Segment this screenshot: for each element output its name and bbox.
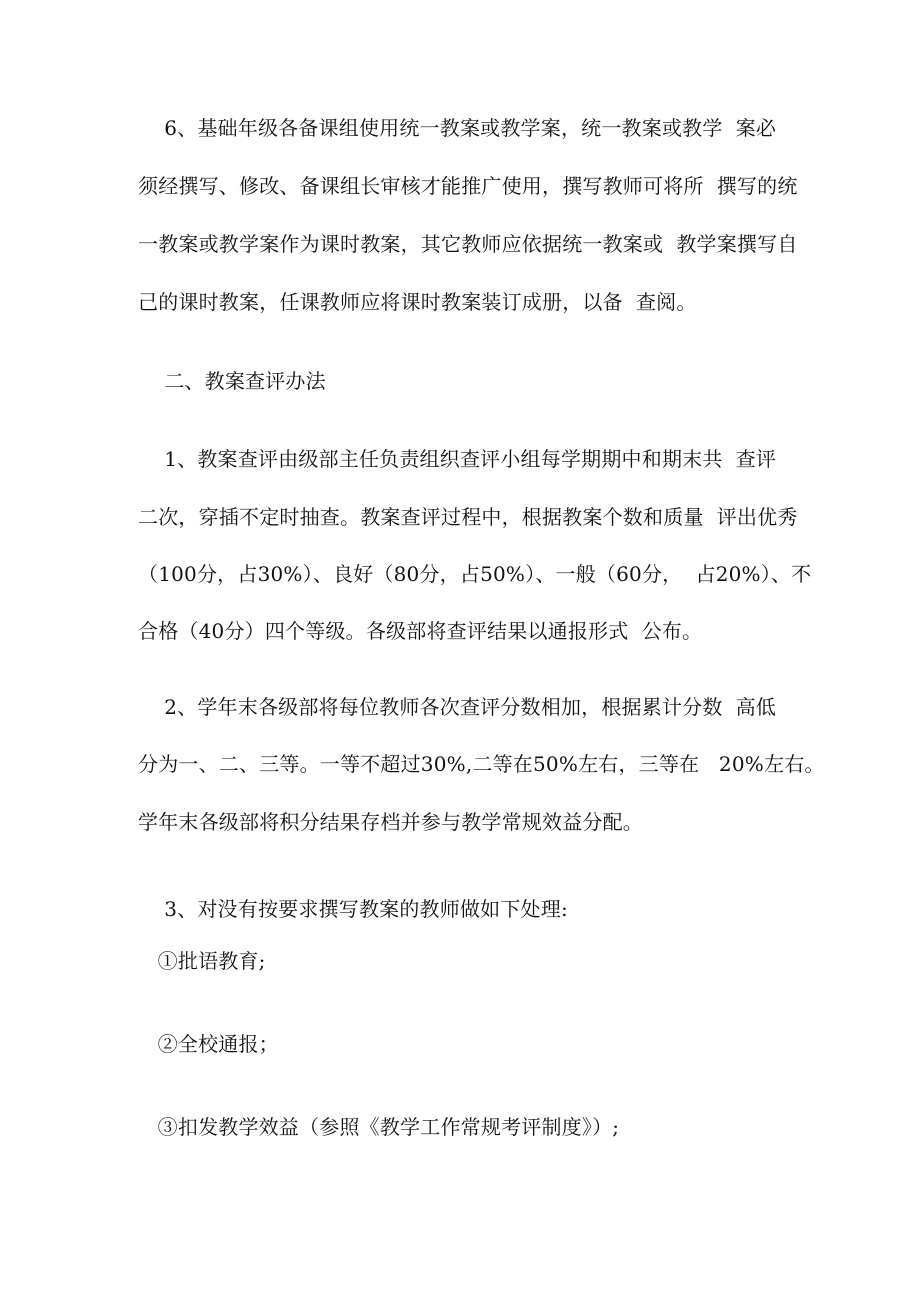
paragraph-2-2-line-3: 学年末各级部将积分结果存档并参与教学常规效益分配。: [138, 810, 643, 834]
paragraph-2-1-line-1: 1、教案查评由级部主任负责组织查评小组每学期期中和期末共 查评: [138, 447, 777, 471]
paragraph-2-3-intro: 3、对没有按要求撰写教案的教师做如下处理:: [138, 897, 568, 921]
paragraph-6-line-3: 一教案或教学案作为课时教案，其它教师应依据统一教案或 教学案撰写自: [138, 232, 798, 256]
list-item-2: ②全校通报；: [138, 1032, 279, 1056]
section-heading: 二、教案查评办法: [138, 369, 326, 393]
list-item-3: ③扣发教学效益（参照《教学工作常规考评制度》）;: [138, 1115, 620, 1139]
paragraph-2-1-line-2: 二次，穿插不定时抽查。教案查评过程中，根据教案个数和质量 评出优秀: [138, 505, 798, 529]
paragraph-2-2-line-2: 分为一、二、三等。一等不超过30%,二等在50%左右，三等在 20%左右。: [138, 752, 825, 776]
list-item-1: ①批语教育;: [138, 949, 266, 973]
paragraph-2-1-line-3: （100分，占30%）、良好（80分，占50%）、一般（60分， 占20%）、不: [138, 562, 812, 586]
paragraph-6-line-4: 己的课时教案，任课教师应将课时教案装订成册，以备 查阅。: [138, 290, 697, 314]
paragraph-6-line-2: 须经撰写、修改、备课组长审核才能推广使用，撰写教师可将所 撰写的统: [138, 174, 798, 198]
paragraph-2-1-line-4: 合格（40分）四个等级。各级部将查评结果以通报形式 公布。: [138, 619, 703, 643]
paragraph-6-line-1: 6、基础年级各备课组使用统一教案或教学案，统一教案或教学 案必: [138, 116, 777, 140]
paragraph-2-2-line-1: 2、学年末各级部将每位教师各次查评分数相加，根据累计分数 高低: [138, 695, 777, 719]
